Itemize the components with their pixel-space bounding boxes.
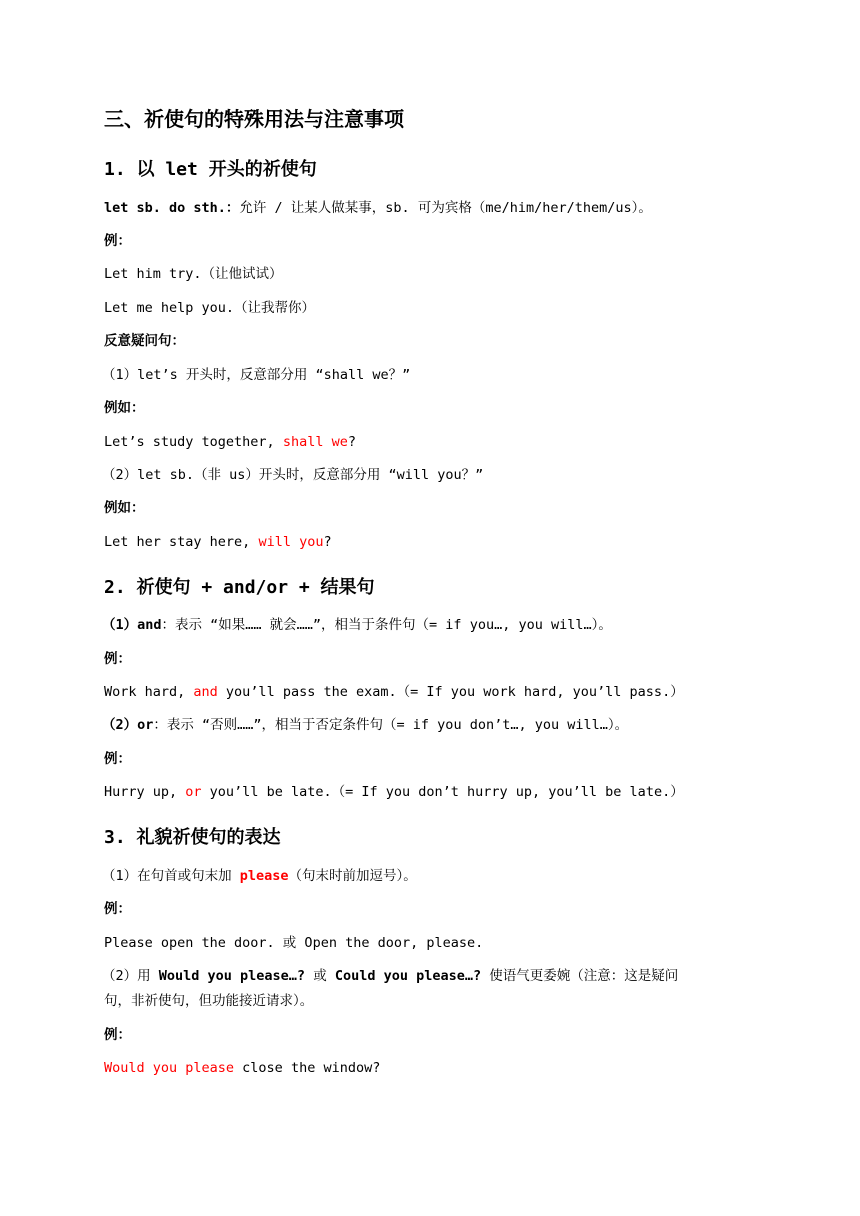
point-keyword: and [137,617,162,633]
point-number: （2） [102,717,138,733]
section-2-title: 2. 祈使句 + and/or + 结果句 [104,577,375,598]
example-line [104,433,804,451]
highlight-text: will you [258,534,324,550]
example-line [104,783,804,801]
point-line [102,867,802,885]
let-rule-bold: let sb. do sth.： [104,200,240,216]
example-text: ? [323,534,332,550]
highlight-text: or [185,784,202,800]
example-label: 例： [104,1027,131,1043]
highlight-keyword: please [239,868,289,884]
example-text: Let’s study together, [104,434,283,450]
section-1-title: 1. 以 let 开头的祈使句 [104,159,317,180]
point-text: （句末时前加逗号）。 [288,868,417,884]
point-text: （1）在句首或句末加 [102,868,240,884]
point-line [102,967,802,985]
point-line-continued: 句，非祈使句，但功能接近请求）。 [104,993,314,1009]
example-label: 例： [104,901,131,917]
example-line [104,683,804,701]
let-rule-line [104,199,804,217]
example-text: you’ll pass the exam.（= If you work hard, you’ll pass.） [217,684,684,700]
example-text: ? [347,434,356,450]
example-text: you’ll be late.（= If you don’t hurry up, you’ll be late.） [201,784,684,800]
example-label: 例如： [104,500,145,516]
example-text: Hurry up, [104,784,186,800]
example-label: 例： [104,751,131,767]
point-keyword: Would you please…? [158,968,306,984]
point-number: （1） [102,617,138,633]
example-text: close the window? [234,1060,381,1076]
example-text: Work hard, [104,684,194,700]
point-line [102,716,802,734]
let-rule-text: 允许 / 让某人做某事，sb. 可为宾格（me/him/her/them/us）。 [239,200,652,216]
example-text: Let her stay here, [104,534,259,550]
point-line: （2）let sb.（非 us）开头时，反意部分用 “will you？” [102,467,484,483]
point-keyword: or [137,717,154,733]
example-label: 例如： [104,400,145,416]
point-text: ：表示 “如果…… 就会……”，相当于条件句（= if you…, you will…）。 [161,617,612,633]
point-keyword: Could you please…? [334,968,482,984]
example-line: Please open the door. 或 Open the door, please. [104,935,484,951]
point-line [102,616,802,634]
tag-question-label: 反意疑问句： [104,333,185,349]
example-line [104,533,804,551]
point-text: （2）用 [102,968,159,984]
example-line: Let him try.（让他试试） [104,266,283,282]
point-text: ：表示 “否则……”，相当于否定条件句（= if you don’t…, you will…）。 [153,717,629,733]
highlight-text: and [193,684,218,700]
example-label: 例： [104,233,131,249]
point-line: （1）let’s 开头时，反意部分用 “shall we？” [102,367,411,383]
main-heading: 三、祈使句的特殊用法与注意事项 [104,107,404,131]
highlight-text: Would you please [104,1060,235,1076]
point-text: 使语气更委婉（注意：这是疑问 [481,968,679,984]
example-line [104,1059,804,1077]
point-text: 或 [305,968,335,984]
section-3-title: 3. 礼貌祈使句的表达 [104,827,281,848]
example-line: Let me help you.（让我帮你） [104,300,316,316]
example-label: 例： [104,651,131,667]
highlight-text: shall we [282,434,348,450]
